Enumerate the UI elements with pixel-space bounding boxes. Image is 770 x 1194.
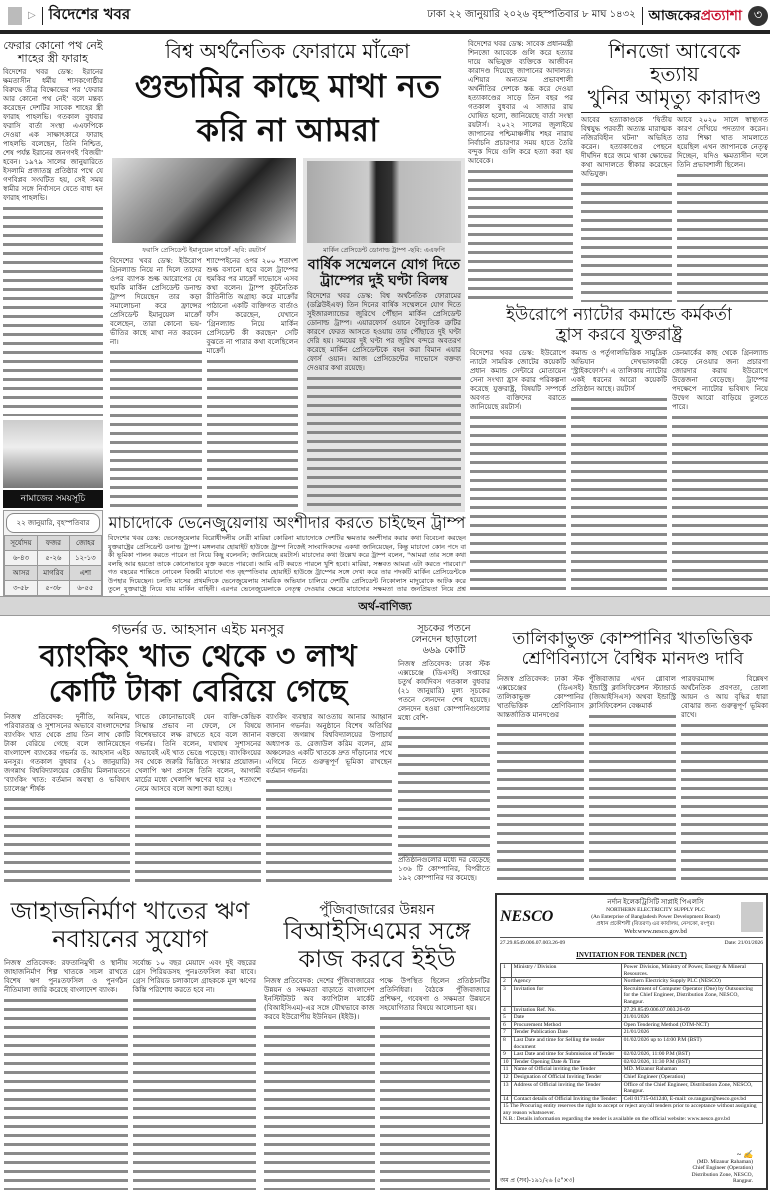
tender-cell: Tender Opening Date & Time xyxy=(511,1058,621,1066)
tender-cell: 6 xyxy=(501,1021,512,1029)
trump-panel xyxy=(303,158,465,512)
story-abe xyxy=(468,40,768,302)
story-venezuela xyxy=(108,514,466,594)
prayer-cell: ৫-২৬ xyxy=(38,551,70,566)
tender-cell: Ministry / Division xyxy=(511,964,621,978)
tender-cell: Northern Electricity Supply PLC (NESCO) xyxy=(621,978,762,986)
prayer-cell: ৬-৫৫ xyxy=(69,581,101,596)
prayer-cell: আসর xyxy=(5,566,38,581)
story-banking xyxy=(4,622,392,884)
article-listed-col1: নিজস্ব প্রতিবেদক: ঢাকা স্টক এক্সচেঞ্জের (ডিএসই) তালিকাভুক্ত কোম্পানির খাতভিত্তিক শ্রেণিবিন্যাস আন্তর্জাতিক মানদণ্ডের xyxy=(497,675,584,884)
article-listed-col2: পুঁজিবাজার এখন গ্লোবাল ইন্ডাস্ট্রি ক্লাসিফিকেশন স্ট্যান্ডার্ড (জিআইসিএস) অথবা ইন্ডাস্ট্রি ক্লাসিফিকেশন বেঞ্চমার্ক xyxy=(589,675,676,884)
tender-cell: Name of Official inviting the Tender xyxy=(511,1066,621,1074)
tender-cell: Invitation Ref. No. xyxy=(511,1006,621,1014)
tender-row xyxy=(501,964,763,978)
trump-caption: মার্কিন প্রেসিডেন্ট ডোনাল্ড ট্রাম্প -ছবি: এএফপি xyxy=(323,246,445,254)
nesco-logo: NESCO xyxy=(500,907,554,925)
section-title: বিদেশের খবর xyxy=(48,5,131,23)
page-number: ৩ xyxy=(748,6,768,26)
section-bar-business: অর্থ-বাণিজ্য xyxy=(0,596,770,616)
prayer-times-title: নামাজের সময়সূচি xyxy=(3,490,103,508)
tender-cell: Last Date and time for Submission of Tender xyxy=(511,1051,621,1059)
tender-cell: Chief Engineer (Operation) xyxy=(621,1073,762,1081)
article-macron-col2: শ্যাম্পেইনের ওপর ২০০ শতাংশ শুল্ক বসানো হবে বলে ট্রাম্পের হুমকির পর মাক্রোঁ দাভোসে এসব কথা বলেন। ট্রাম্প কূটনৈতিক রীতিনীতি অগ্রাহ্য করে মাক্রোঁর পাঠানো একটি ব্যক্তিগত বার্তাও ফাঁস করেছেন, যেখানে 'গ্রিনল্যান্ড নিয়ে মার্কিন প্রেসিডেন্ট কী করছেন' সেটি বুঝতে না পারার কথা বলেছিলেন মাক্রোঁ। xyxy=(207,257,299,512)
article-abe-col1: আবের হত্যাকাণ্ডকে 'দ্বিতীয় বিশ্বযুদ্ধ পরবর্তী অত্যন্ত মারাত্মক নজিরবিহীন ঘটনা' অভিহিত করেন। হত্যাকাণ্ডের পেছনে দীর্ঘদিন ধরে জমে থাকা ক্ষোভের কথা আদালতে স্বীকার করেছেন অভিযুক্ত। xyxy=(581,116,672,302)
ad-heading: INVITATION FOR TENDER (NCT) xyxy=(576,951,687,959)
tender-table: 1 Ministry / Division Power Division, Ministry of Power, Energy & Mineral Resources. 2 Agency Northern Electricity Supply PLC (NESCO) 3 Invitation for Recruitment of Computer Operator (One) by Outsourcing for the Chief Engineer, Distribution Zone, NESCO, Rangpur. 4 Invitation Ref. No. 27.29.8549.006.07.003.26-09 5 Date 21/01/2026 6 Procurement Method Open Tendering Method (OTM-NCT) 7 Tender Publication Date 21/01/2026 8 Last Date and time for Selling the tender document 01/02/2026 up to 14:00 P.M (BST) 9 Last Date and time for Submission of Tender 02/02/2026, 11:00 P.M (BST) 10 Tender Opening Date & Time 02/02/2026, 11:30 P.M (BST) 11 Name of Official inviting the Tender MD. Mizanur Rahaman 12 Designation of Official Inviting Tender Chief Engineer (Operation) 13 Address of Official inviting the Tender Office of the Chief Engineer, Distribution Zone, NESCO, Rangpur. 14 Contact details of Official Inviting the Tender: Cell 01715-041240, E-mail: ce.rangpur@nesco.gov.bd 15 The Procuring entity reserves the right to accept or reject any/all tenders prior to acceptance without assigning any reason whatsoever. N.B.: Details information regarding the tender is available on the official website: www.nesco.gov.bd xyxy=(500,963,763,1124)
trump-photo xyxy=(307,161,461,243)
tender-cell: 9 xyxy=(501,1051,512,1059)
tender-cell: 21/01/2026 xyxy=(621,1029,762,1037)
tender-cell: Invitation for xyxy=(511,985,621,1006)
newspaper-logo: আজকেরপ্রত্যাশা xyxy=(648,7,742,24)
tender-cell: 7 xyxy=(501,1029,512,1037)
tender-cell: MD. Mizanur Rahaman xyxy=(621,1066,762,1074)
article-abe-side: বিদেশের খবর ডেস্ক: সাবেক প্রধানমন্ত্রী শিনজো আবেকে গুলি করে হত্যার দায়ে অভিযুক্ত ব্যক্তিকে আজীবন কারাদণ্ড দিয়েছে জাপানের আদালত। এশিয়ার অন্যতম প্রভাবশালী অর্থনীতির দেশকে স্তব্ধ করে দেওয়া হত্যাকাণ্ডের সাড়ে তিন বছর পর গতকাল বুধবার এ সাজার রায় ঘোষিত হলো, জানিয়েছে বার্তা সংস্থা রয়টার্স। ২০২২ সালের জুলাইয়ে জাপানের পশ্চিমাঞ্চলীয় শহর নারায় নির্বাচনি প্রচারণার সময় হাতে তৈরি বন্দুক দিয়ে গুলি করে হত্যা করা হয় আবেকে। xyxy=(468,40,573,302)
tender-row xyxy=(501,985,763,1006)
prayer-row xyxy=(5,536,102,551)
ad-enterprise: (An Enterprise of Bangladesh Power Development Board) xyxy=(591,914,720,920)
tender-cell: Address of Official inviting the Tender xyxy=(511,1081,621,1095)
article-bicm-col2: পক্ষে উপস্থিত ছিলেন প্রতিষ্ঠানটির প্রতিনিধিরা। বৈঠকে পুঁজিবাজারে প্রশিক্ষণ, গবেষণা ও সক্ষমতা উন্নয়নে সহযোগিতার বিষয়ে আলোচনা হয়। xyxy=(380,977,491,1190)
article-trump: বিদেশের খবর ডেস্ক: বিশ্ব অর্থনৈতিক ফোরামের (ডব্লিউইএফ) তিন দিনের বার্ষিক সম্মেলনে যোগ দিতে সুইজারল্যান্ডের জুরিখে পৌঁছান মার্কিন প্রেসিডেন্ট ডোনাল্ড ট্রাম্প। এয়ারফোর্স ওয়ানে বৈদ্যুতিক ত্রুটির কারণে ফেরত আসতে হওয়ায় তার পৌঁছাতে দুই ঘণ্টা দেরি হয়। সময়ের দুই ঘণ্টা পর জুরিখ বন্দরে অবতরণ করেছে মার্কিন প্রেসিডেন্টকে বহন করা বিমান এয়ার ফোর্স ওয়ান। আজ প্রেসিডেন্টের দাভোসে বক্তব্য দেওয়ার কথা রয়েছে। xyxy=(307,292,461,509)
article-listed-col3: পারফরম্যান্স বিশ্লেষণ অর্থনৈতিক প্রবণতা, তোলা আয়ন ও আয় বৃদ্ধির ধারা বোঝার জন্য গুরুত্বপূর্ণ ভূমিকা রাখে। xyxy=(681,675,768,884)
prayer-cell: এশা xyxy=(69,566,101,581)
tender-cell: Procurement Method xyxy=(511,1021,621,1029)
story-farah xyxy=(3,40,103,416)
headline-trump: বার্ষিক সম্মেলনে যোগ দিতে ট্রাম্পের দুই ঘণ্টা বিলম্ব xyxy=(307,257,461,290)
headline-listed: তালিকাভুক্ত কোম্পানির খাতভিত্তিক শ্রেণিবিন্যাসে বৈশ্বিক মানদণ্ড দাবি xyxy=(512,629,753,669)
kicker-bicm: পুঁজিবাজারের উন্নয়ন xyxy=(319,902,435,918)
signature: ~ ✍ xyxy=(736,1149,753,1159)
ad-date: Date: 21/01/2026 xyxy=(724,940,763,946)
prayer-row xyxy=(5,581,102,596)
tender-row xyxy=(501,1021,763,1029)
ad-code: অম প্র (সব)-১৯১/২৬ (৫"×৩) xyxy=(500,1177,575,1184)
prayer-cell: ১২-১৩ xyxy=(69,551,101,566)
prayer-times-box xyxy=(3,510,103,597)
article-index: নিজস্ব প্রতিবেদক: ঢাকা স্টক এক্সচেঞ্জে (ডিএসই) সপ্তাহের চতুর্থ কার্যদিবস গতকাল বুধবার (২১ জানুয়ারি) মূল্য সূচকের পতনে লেনদেন শেষ হয়েছে। লেনদেন হওয়া কোম্পানিগুলোর মধ্যে বেশি- প্রতিষ্ঠানগুলোর মধ্যে দর বেড়েছে ১৩৬ টি কোম্পানির, বিপরীতে ১৯২ কোম্পানির দর কমেছে। xyxy=(398,659,490,882)
tender-row xyxy=(501,1036,763,1050)
article-banking-col3: ব্যাংকিং ব্যবস্থার আওতায় আনার আহ্বান জানান গভর্নর। অনুষ্ঠানে বিশেষ অতিথির বক্তব্যে জগন্নাথ বিশ্ববিদ্যালয়ের উপাচার্য অধ্যাপক ড. রেজাউল করিম বলেন, গ্রাম অঞ্চলেরও একটি খাতকে দ্রুত দাঁড়ানোর পথে এগিয়ে নিতে গুরুত্বপূর্ণ ভূমিকা রাখছেন বর্তমান গভর্নর। xyxy=(266,713,392,884)
tender-cell: Date xyxy=(511,1014,621,1022)
headline-index: সূচকের পতনে লেনদেন ছাড়ালো ৬৬৯ কোটি xyxy=(411,623,477,656)
tender-cell: 8 xyxy=(501,1036,512,1050)
article-banking-col1: নিজস্ব প্রতিবেদক: দুর্নীতি, অনিয়ম, পরিবারতন্ত্র ও সুশাসনের অভাবে বাংলাদেশের ব্যাংকিং খাত থেকে প্রায় তিন লাখ কোটি টাকা বেরিয়ে গেছে বলে জানিয়েছেন বাংলাদেশ ব্যাংকের গভর্নর ড. আহসান এইচ মনসুর। গতকাল বুধবার (২১ জানুয়ারি) জগন্নাথ বিশ্ববিদ্যালয়ের কেন্দ্রীয় মিলনায়তনে 'ব্যাংকিং খাত: বর্তমান অবস্থা ও ভবিষ্যৎ চ্যালেঞ্জ' শীর্ষক xyxy=(4,713,130,884)
tender-cell: Tender Publication Date xyxy=(511,1029,621,1037)
prayer-cell: সূর্যোদয় xyxy=(5,536,38,551)
arrow-icon: ▷ xyxy=(28,10,36,21)
story-bicm xyxy=(264,902,490,1190)
prayer-cell: জোহর xyxy=(69,536,101,551)
tender-cell: Office of the Chief Engineer, Distribution Zone, NESCO, Rangpur. xyxy=(621,1081,762,1095)
article-venezuela: বিদেশের খবর ডেস্ক: ভেনেজুয়েলার বিরোধীদলীয় নেত্রী মারিয়া কোরিনা মাচাদোকে দেশটির ক্ষমতার অংশীদার করার কথা বিবেচনা করছেন যুক্তরাষ্ট্রের প্রেসিডেন্ট ডনাল্ড ট্রাম্প। মঙ্গলবার হোয়াইট হাউজে ট্রাম্প নিজেই সাংবাদিকদের একথা জানিয়েছেন, কিন্তু মাচাদো কোন পদে বা কী ভূমিকা পালন করতে পারেন তা নিয়ে কিছু বলেননি; জানিয়েছে রয়টার্স। মাচাদোর কথা উল্লেখ করে ট্রাম্প বলেন, "আমরা তার সঙ্গে কথা বলছি আর হয়তো তাকে কোনোভাবে যুক্ত করতে পারবো। আমি এটি করতে পারলে খুশি হবো। মারিয়া, সম্ভবত আমরা এটা করতে পারবো।" গত বছরের শান্তিতে নোবেল বিজয়ী মাচাদো গত বৃহস্পতিবার হোয়াইট হাউজে ট্রাম্পের সঙ্গে দেখা করে তার পদকটি মার্কিন প্রেসিডেন্টকে উপহার দিয়েছেন। চলতি মাসের প্রথমদিকে ভেনেজুয়েলায় সামরিক অভিযান চালিয়ে দেশটির প্রেসিডেন্ট নিকোলাস মাদুরোকে আটক করে তুলে যুক্তরাষ্ট্রে নিয়ে যায় মার্কিন বাহিনী। এরপর ভেনেজুয়েলাকে নেতৃত্ব দেওয়ার ক্ষেত্রে মাচাদোর সক্ষমতা তার জনপ্রিয়তা নিয়ে প্রশ্ন xyxy=(108,534,466,594)
tender-cell: Recruitment of Computer Operator (One) by Outsourcing for the Chief Engineer, Distribution Zone, NESCO, Rangpur. xyxy=(621,985,762,1006)
ad-bn-name: নর্দান ইলেকট্রিসিটি সাপ্লাই পিএলসি xyxy=(607,898,704,906)
tender-cell: 21/01/2026 xyxy=(621,1014,762,1022)
prayer-cell: ফজর xyxy=(38,536,70,551)
prayer-row xyxy=(5,551,102,566)
tender-cell: 14 xyxy=(501,1095,512,1103)
tender-cell: 5 xyxy=(501,1014,512,1022)
tender-cell: 3 xyxy=(501,985,512,1006)
tender-row xyxy=(501,1081,763,1095)
headline-abe: শিনজো আবেকে হত্যায় খুনির আমৃত্যু কারাদণ্ড xyxy=(587,39,762,109)
article-bicm-col1: নিজস্ব প্রতিবেদক: দেশের পুঁজিবাজারের উন্নয়ন ও সক্ষমতা বাড়াতে বাংলাদেশ ইনস্টিটিউট অব ক্যাপিটাল মার্কেট (বিআইসিএম)-এর সঙ্গে যৌথভাবে কাজ করবে ইউরোপীয় ইউনিয়ন (ইইউ)। xyxy=(264,977,375,1190)
tender-cell: Open Tendering Method (OTM-NCT) xyxy=(621,1021,762,1029)
article-abe-col2: আবে ২০২০ সালে স্বাস্থ্যগত কারণ দেখিয়ে পদত্যাগ করেন। তার শিক্ষা খাত সামলাতে হয়েছিল এখন জাপানকে নেতৃত্ব দিচ্ছেন, যদিও ক্ষমতাসীন দলে তিনি প্রভাবশালী ছিলেন। xyxy=(677,116,768,302)
headline-banking: ব্যাংকিং খাত থেকে ৩ লাখ কোটি টাকা বেরিয়ে গেছে xyxy=(39,639,357,709)
prayer-cell: মাগরিব xyxy=(38,566,70,581)
section-marker-icon xyxy=(8,7,22,25)
story-macron xyxy=(110,38,465,512)
tender-cell: Power Division, Ministry of Power, Energy & Mineral Resources. xyxy=(621,964,762,978)
prayer-cell: ৫-৩৮ xyxy=(38,581,70,596)
tender-row xyxy=(501,1095,763,1103)
article-nato-col2: কমান্ড ও পর্তুগালভিত্তিক সামুদ্রিক অভিযান দেখভালকারী 'স্ট্রাইকফোর্স'। এ তালিকায় ন্যাটোর একই ধরনের আরো কয়েকটি প্রতিষ্ঠান আছে। রয়টার্স xyxy=(571,349,667,590)
tender-row xyxy=(501,978,763,986)
headline-venezuela: মাচাদোকে ভেনেজুয়েলায় অংশীদার করতে চাইছেন ট্রাম্প xyxy=(108,513,466,532)
ad-ref: 27.29.8549.006.07.003.26-09 xyxy=(500,940,566,946)
macron-caption: ফরাসি প্রেসিডেন্ট ইমানুয়েল মাক্রোঁ -ছবি: রয়টার্স xyxy=(142,246,266,254)
headline-nato: ইউরোপে ন্যাটোর কমান্ডে কর্মকর্তা হ্রাস করবে যুক্তরাষ্ট্র xyxy=(506,305,732,345)
tender-cell: 01/02/2026 up to 14:00 P.M (BST) xyxy=(621,1036,762,1050)
ad-address: প্রধান প্রকৌশলী (বিতরণ) এর কার্যালয়, নেসকো, রংপুর। xyxy=(596,921,715,927)
tender-cell: 2 xyxy=(501,978,512,986)
prayer-date: ২২ জানুয়ারি, বৃহস্পতিবার xyxy=(6,513,100,533)
headline-ship: জাহাজনির্মাণ খাতের ঋণ নবায়নের সুযোগ xyxy=(10,897,250,953)
tender-cell: 02/02/2026, 11:00 P.M (BST) xyxy=(621,1051,762,1059)
bangladesh-emblem-icon xyxy=(741,902,763,932)
story-listed xyxy=(497,630,768,884)
tender-cell: Contact details of Official Inviting the Tender: xyxy=(511,1095,621,1103)
prayer-cell: ৬-৪৩ xyxy=(5,551,38,566)
tender-cell: Agency xyxy=(511,978,621,986)
tender-cell: 02/02/2026, 11:30 P.M (BST) xyxy=(621,1058,762,1066)
kicker-macron: বিশ্ব অর্থনৈতিক ফোরামে মাঁক্রো xyxy=(165,39,410,63)
headline-macron: গুন্ডামির কাছে মাথা নত করি না আমরা xyxy=(134,67,441,149)
article-macron-col1: বিদেশের খবর ডেস্ক: ইউরোপ গ্রিনল্যান্ড নিয়ে না দিলে তাদের ওপর ব্যাপক শুল্ক আরোপের যে হুমকি মার্কিন প্রেসিডেন্ট ডনাল্ড ট্রাম্প দিয়েছেন তার কড়া সমালোচনা করে ফ্রান্সের প্রেসিডেন্ট ইমানুয়েল মাক্রোঁ বলেছেন, তারা কোনো ভয়-ভীতির কাছে মাথা নত করবেন না। xyxy=(110,257,202,512)
tender-row xyxy=(501,1006,763,1014)
mosque-photo xyxy=(3,420,103,488)
tender-row xyxy=(501,1073,763,1081)
headline-farah: ফেরার কোনো পথ নেই শাহের স্ত্রী ফারাহ xyxy=(3,39,103,65)
tender-cell: Last Date and time for Selling the tender document xyxy=(511,1036,621,1050)
tender-cell: 12 xyxy=(501,1073,512,1081)
tender-cell: 11 xyxy=(501,1066,512,1074)
tender-row xyxy=(501,1014,763,1022)
ad-web: Web:www.nesco.gov.bd xyxy=(624,928,687,935)
tender-row xyxy=(501,1058,763,1066)
article-nato-col1: বিদেশের খবর ডেস্ক: ইউরোপে ন্যাটো সামরিক জোটের কয়েকটি প্রধান কমান্ড সেন্টারে মোতায়েন সেনা সংখ্যা হ্রাস করার পরিকল্পনা করেছে যুক্তরাষ্ট্র, বিষয়টি সম্পর্কে অবগত ব্যক্তিদের বরাতে জানিয়েছে রয়টার্স। xyxy=(470,349,566,590)
tender-cell: Cell 01715-041240, E-mail: ce.rangpur@nesco.gov.bd xyxy=(621,1095,762,1103)
dateline: ঢাকা ২২ জানুয়ারি ২০২৬ বৃহস্পতিবার ৮ মাঘ ১৪৩২ xyxy=(427,9,636,20)
article-banking-col2: খাতে কোনোভাবেই যেন ব্যক্তি-কেন্দ্রিক সিদ্ধান্ত প্রভাব না ফেলে, সে বিষয়ে বিশেষভাবে লক্ষ রাখতে হবে বলে জানান গভর্নর। তিনি বলেন, যথাযথ সুশাসনের অভাবেই এই খাত ভেঙে পড়েছে। ব্যাংকিংয়ের সব থেকে জরুরি ভিত্তিতে সংস্কার প্রয়োজন। খেলাপি ঋণ প্রসঙ্গে তিনি বলেন, আগামী মার্চের মধ্যে খেলাপি ঋণের হার ২৫ শতাংশে নেমে আসবে বলে আশা করা হচ্ছে। xyxy=(135,713,261,884)
macron-photo xyxy=(112,158,296,243)
prayer-cell: ৩-৫৮ xyxy=(5,581,38,596)
nesco-tender-ad: NESCO নর্দান ইলেকট্রিসিটি সাপ্লাই পিএলসি NORTHERN ELECTRICITY SUPPLY PLC (An Enterprise of Bangladesh Power Development Board) প্রধান প্রকৌশলী (বিতরণ) এর কার্যালয়, নেসকো, রংপুর। Web:www.nesco.gov.bd 27.29.8549.006.07.003.26-09 Date: 21/01/2026 INVITATION FOR TENDER (NCT) 1 Ministry / Division Power Division, Ministry of Power, Energy & Mineral Resources. 2 Agency Northern Electricity Supply PLC (NESCO) 3 Invitation for Recruitment of Computer Operator (One) by Outsourcing for the Chief Engineer, Distribution Zone, NESCO, Rangpur. 4 Invitation Ref. No. 27.29.8549.006.07.003.26-09 5 Date 21/01/2026 6 Procurement Method Open Tendering Method (OTM-NCT) 7 Tender Publication Date 21/01/2026 8 Last Date and time for Selling the tender document 01/02/2026 up to 14:00 P.M (BST) 9 Last Date and time for Submission of Tender 02/02/2026, 11:00 P.M (BST) 10 Tender Opening Date & Time 02/02/2026, 11:30 P.M (BST) 11 Name of Official inviting the Tender MD. Mizanur Rahaman 12 Designation of Official Inviting Tender Chief Engineer (Operation) 13 Address of Official inviting the Tender Office of the Chief Engineer, Distribution Zone, NESCO, Rangpur. 14 Contact details of Official Inviting the Tender: Cell 01715-041240, E-mail: ce.rangpur@nesco.gov.bd 15 The Procuring entity reserves the right to accept or reject any/all tenders prior to acceptance without assigning any reason whatsoever. N.B.: Details information regarding the tender is available on the official website: www.nesco.gov.bd অম প্র (সব)-১৯১/২৬ (৫"×৩) ~ ✍ (MD. Mizanur Rahaman) Chief Engineer (Operation) Distribution Zone, NESCO, Rangpur. xyxy=(495,893,768,1190)
tender-cell: 13 xyxy=(501,1081,512,1095)
tender-cell: Designation of Official Inviting Tender xyxy=(511,1073,621,1081)
tender-cell: 10 xyxy=(501,1058,512,1066)
article-farah: বিদেশের খবর ডেস্ক: ইরানের ক্ষমতাসীন ধর্মীয় শাসকগোষ্ঠীর বিরুদ্ধে তীব্র বিক্ষোভের পর 'ফেরার আর কোনো পথ নেই' বলে মন্তব্য করেছেন দেশটির সাবেক শাহের স্ত্রী ফারাহ পাহলভি। গতকাল বুধবার ফরাসি বার্তা সংস্থা এএফপিকে দেওয়া এক সাক্ষাৎকারে ফারাহ পাহলভি বলেছেন, তিনি নিশ্চিত, শেষ পর্যন্ত ইরানের জনগণই 'বিজয়ী' হবেন। ১৯৭৯ সালের জানুয়ারিতে ইসলামি প্রজাতন্ত্র প্রতিষ্ঠার পথে যে গণবিপ্লব সংঘটিত হয়, সেই সময় স্বামীর সঙ্গে নির্বাসনে যেতে বাধ্য হন ফারাহ পাহলভি। xyxy=(3,68,103,416)
tender-row xyxy=(501,1029,763,1037)
tender-cell: 1 xyxy=(501,964,512,978)
article-ship-col2: সর্বোচ্চ ১০ বছর মেয়াদে এবং দুই বছরের গ্রেস পিরিয়ডসহ পুনঃতফসিল করা যাবে। গ্রেস পিরিয়ড চলাকালে গ্রাহককে মূল ঋণের কিস্তি পরিশোধ করতে হবে না। xyxy=(133,959,257,1190)
tender-cell: 4 xyxy=(501,1006,512,1014)
ad-en-name: NORTHERN ELECTRICITY SUPPLY PLC xyxy=(606,907,705,913)
story-nato xyxy=(470,306,768,590)
story-index xyxy=(398,624,490,884)
prayer-row xyxy=(5,566,102,581)
story-ship xyxy=(4,898,256,1190)
tender-cell: 27.29.8549.006.07.003.26-09 xyxy=(621,1006,762,1014)
kicker-banking: গভর্নর ড. আহসান এইচ মনসুর xyxy=(111,622,285,638)
prayer-table xyxy=(4,535,102,596)
article-nato-col3: ডেনমার্কের কাছ থেকে গ্রিনল্যান্ড কেড়ে নেওয়ার জন্য প্রচারণা জোরদার করায় ইউরোপে উত্তেজনা বেড়েছে। ট্রাম্পের পদক্ষেপে ন্যাটোর ভবিষ্যৎ নিয়ে উদ্বেগ আরো বাড়িয়ে তুলতে পারে। xyxy=(672,349,768,590)
headline-bicm: বিআইসিএমের সঙ্গে কাজ করবে ইইউ xyxy=(283,917,471,973)
tender-row xyxy=(501,1066,763,1074)
page-header xyxy=(0,3,770,28)
article-ship-col1: নিজস্ব প্রতিবেদক: রফতানিমুখী ও স্থানীয় জাহাজনির্মাণ শিল্প খাতকে সচল রাখতে বিশেষ ঋণ পুনঃতফসিল ও পুনর্গঠন নীতিমালা জারি করেছে বাংলাদেশ ব্যাংক। xyxy=(4,959,128,1190)
tender-row xyxy=(501,1051,763,1059)
